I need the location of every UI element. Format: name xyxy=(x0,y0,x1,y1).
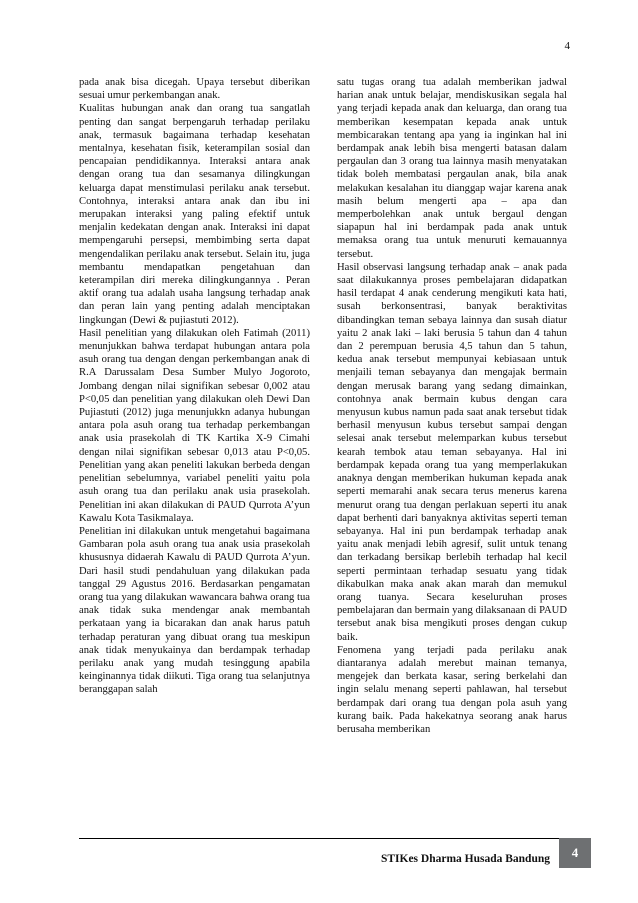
paragraph: pada anak bisa dicegah. Upaya tersebut diberikan sesuai umur perkembangan anak. xyxy=(79,77,310,102)
right-column xyxy=(337,76,567,736)
footer-institution: STIKes Dharma Husada Bandung xyxy=(380,853,550,865)
paragraph: Hasil observasi langsung terhadap anak – anak pada saat dilakukannya proses pembelajaran didapatkan hasil terdapat 4 anak cenderung mengikuti kata hati, susah berkonsentrasi, banyak beraktivitas dibandingkan teman sebaya lainnya dan susah diatur yaitu 2 anak laki – laki berusia 5 tahun dan 4 tahun dan 2 perempuan berusia 4,5 tahun dan 5 tahun, kedua anak tersebut mempunyai kebiasaan untuk menjaili teman sebayanya dan mengajak bermain dengan merusak barang yang sedang dimainkan, contohnya anak bermain kubus dengan cara menyusun kubus namun pada saat anak tersebut tidak berhasil menyusun kubus tersebut sampai dengan selesai anak tersebut melemparkan kubus tersebut kearah tembok atau teman sebayanya. Hal ini berdampak kepada orang tua yang memperlakukan anaknya dengan memberikan hukuman kepada anak seperti memarahi anak secara terus menerus karena menurut orang tua dengan perlakuan seperti itu anak dapat berhenti dari banyaknya aktivitas seperti teman sebayanya. Hal ini pun berdampak terhadap anak yaitu anak menjadi lebih agresif, sulit untuk tenang dan terkadang bersikap berlebih terhadap hal kecil seperti permintaan terhadap sesuatu yang tidak dikabulkan maka anak akan marah dan memukul orang tuanya. Secara keseluruhan proses pembelajaran dan bermain yang dilaksanaan di PAUD tersebut anak bisa mengikuti proses dengan cukup baik. xyxy=(337,261,567,643)
footer-page-number: 4 xyxy=(559,838,591,868)
footer-divider xyxy=(79,838,571,839)
paragraph: Kualitas hubungan anak dan orang tua sangatlah penting dan sangat berpengaruh terhadap perilaku anak, termasuk bagaimana terhadap kesehatan mentalnya, kesehatan fisik, keterampilan sosial dan pencapaian pendidikannya. Interaksi antara anak dengan orang tua dan sesamanya dilingkungan keluarga dapat menstimulasi perilaku anak tersebut. Contohnya, interaksi antara anak dan ibu ini merupakan interaksi yang paling efektif untuk menjalin kedekatan dengan anak. Interaksi ini dapat mempengaruhi persepsi, membimbing serta dapat mengendalikan perilaku anak tersebut. Selain itu, juga membantu mendapatkan pengetahuan dan keterampilan diri mereka dilingkungannya . Peran aktif orang tua adalah usaha langsung terhadap anak dan peran lain yang penting adalah menciptakan lingkungan (Dewi & pujiastuti 2012). xyxy=(79,103,310,326)
left-column xyxy=(79,76,310,697)
paragraph: Fenomena yang terjadi pada perilaku anak diantaranya adalah merebut mainan temanya, mengejek dan berkata kasar, sering berkelahi dan ingin selalu menang seperti pahlawan, hal tersebut berdampak dari orang tua dengan pola asuh yang kurang baik. Pada hakekatnya seorang anak harus berusaha memberikan xyxy=(337,644,567,735)
header-page-number: 4 xyxy=(564,40,570,52)
paragraph: Penelitian ini dilakukan untuk mengetahui bagaimana Gambaran pola asuh orang tua anak usia prasekolah khususnya didaerah Kawalu di PAUD Qurrota A’yun. Dari hasil studi pendahuluan yang dilakukan pada tanggal 29 Agustus 2016. Berdasarkan pengamatan orang tua yang dilakukan wawancara bahwa orang tua anak tidak suka mendengar anak membantah perkataan yang ia bicarakan dan anak harus patuh terhadap peraturan yang dibuat orang tua meskipun anak tidak menyukainya dan berdampak terhadap perilaku anak yang mudah tesinggung apabila keinginannya tidak diikuti. Tiga orang tua selanjutnya beranggapan salah xyxy=(79,525,310,696)
paragraph: satu tugas orang tua adalah memberikan jadwal harian anak untuk belajar, mendiskusikan segala hal yang terjadi kepada anak dan keluarga, dan orang tua memberikan kesempatan kepada anak untuk membicarakan tentang apa yang ia inginkan hal ini berdampak anak lebih bisa mengerti batasan dalam pergaulan dan 3 orang tua lainnya masih menyatakan tidak boleh membatasi pergaulan anak, bila anak melakukan kesalahan itu dianggap wajar karena anak masih belum mengerti apa – apa dan memperbolehkan anak untuk bergaul dengan siapapun hal ini berdampak pada anak untuk memaksa orang tua untuk menuruti kemauannya tersebut. xyxy=(337,77,567,260)
paragraph: Hasil penelitian yang dilakukan oleh Fatimah (2011) menunjukkan bahwa terdapat hubungan antara pola asuh orang tua dengan dengan perkembangan anak di R.A Darussalam Desa Sumber Mulyo Jogoroto, Jombang dengan nilai signifikan sebesar 0,002 atau P<0,05 dan penelitian yang dilakukan oleh Dewi Dan Pujiastuti (2012) juga menunjukkn adanya hubungan antara pola asuh orang tua terhadap perkembangan anak usia prasekolah di TK Kartika X-9 Cimahi dengan nilai signifikan sebesar 0,013 atau P<0,05. Penelitian yang akan peneliti lakukan berbeda dengan penelitian sebelumnya, variabel peneliti yaitu pola asuh orang tua dan perilaku anak usia prasekolah. Penelitian ini akan dilakukan di PAUD Qurrota A’yun Kawalu Kota Tasikmalaya. xyxy=(79,327,310,524)
